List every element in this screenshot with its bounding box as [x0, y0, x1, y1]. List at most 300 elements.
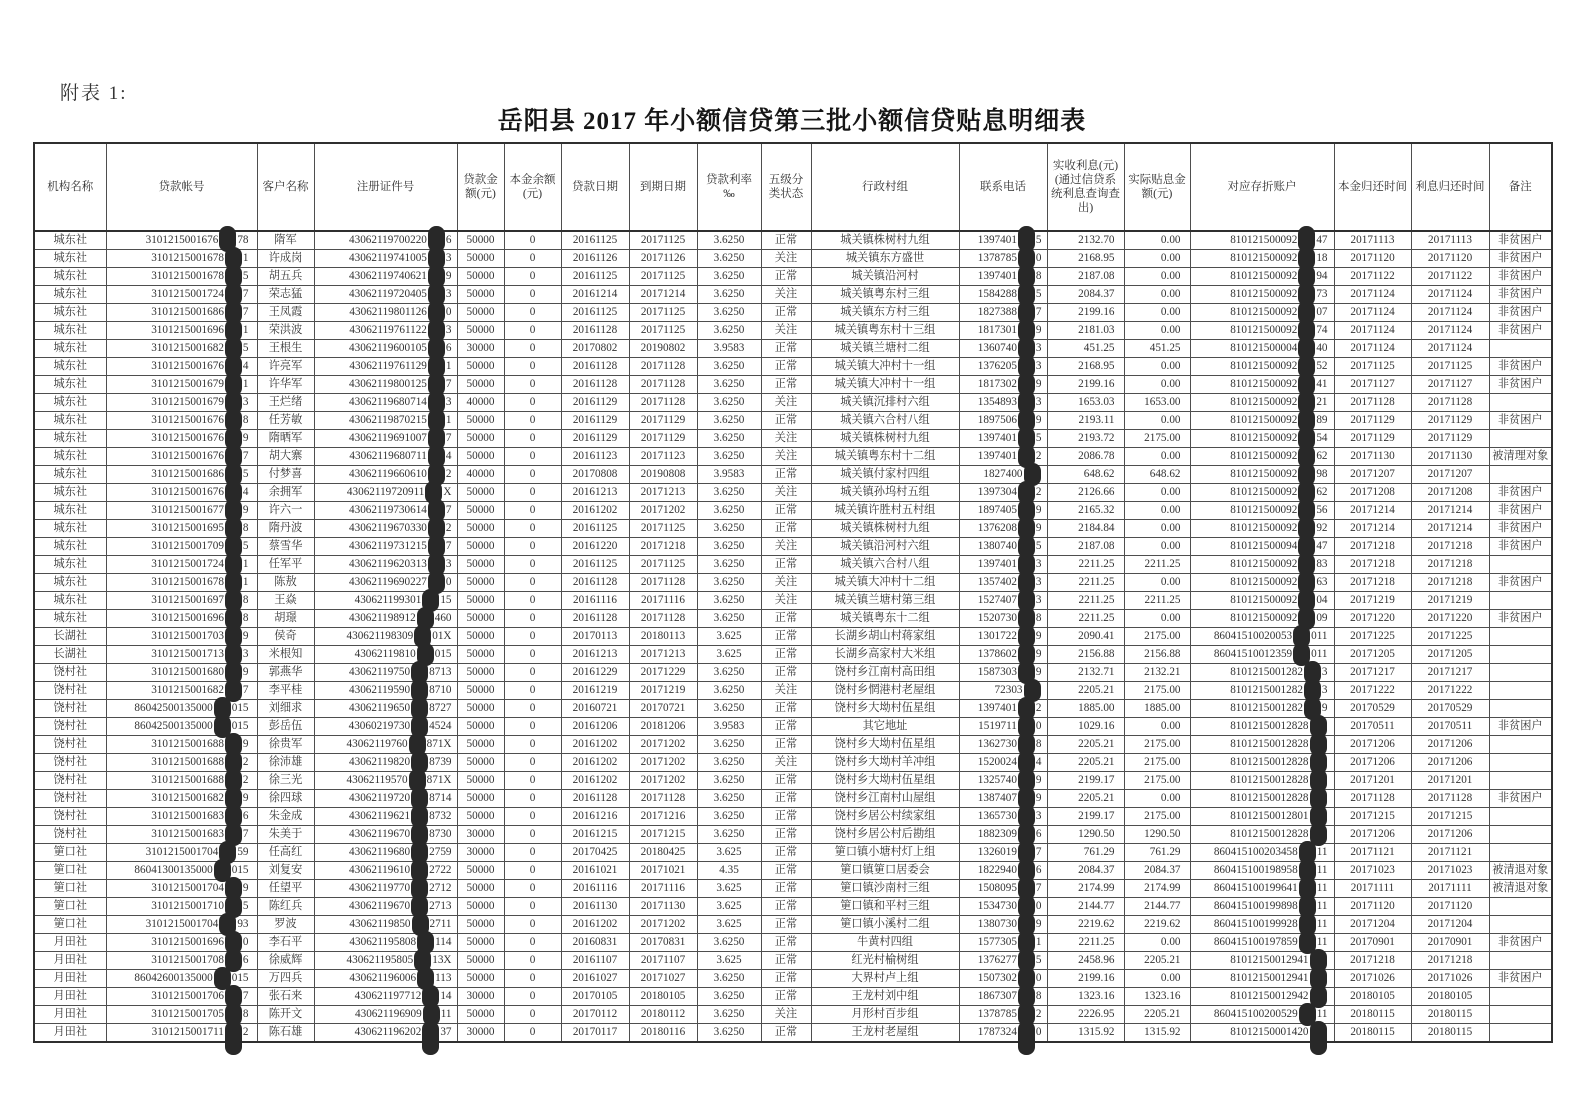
- cell-subsidy-amount: 0.00: [1124, 268, 1190, 286]
- cell-classification: 正常: [761, 520, 811, 538]
- redacted-value-prefix: 43062119730614: [349, 504, 427, 516]
- redacted-value-prefix: 43062119761129: [349, 360, 427, 372]
- redacted-value-suffix: 14: [440, 990, 452, 1002]
- cell-subsidy-amount: 0.00: [1124, 322, 1190, 340]
- cell-interest-repay-date: 20170511: [1411, 718, 1489, 736]
- cell-due-date: 20171202: [629, 502, 697, 520]
- redacted-value-prefix: 1867307: [977, 990, 1017, 1002]
- redacted-value-suffix: 8: [1035, 990, 1042, 1002]
- cell-remark: 非贫困户: [1489, 376, 1552, 394]
- cell-due-date: 20180112: [629, 1006, 697, 1024]
- cell-classification: 正常: [761, 952, 811, 970]
- cell-org: 筻口社: [34, 862, 106, 880]
- cell-phone: [959, 250, 1047, 268]
- cell-org: 饶村社: [34, 808, 106, 826]
- redacted-value-suffix: 78: [237, 234, 249, 246]
- cell-interest-repay-date: 20171122: [1411, 268, 1489, 286]
- redacted-value-suffix: 4524: [429, 720, 452, 732]
- cell-interest-repay-date: 20171206: [1411, 826, 1489, 844]
- cell-principal-repay-date: 20171214: [1334, 520, 1411, 538]
- cell-subsidy-amount: 761.29: [1124, 844, 1190, 862]
- cell-interest-received: 2199.16: [1047, 376, 1124, 394]
- cell-principal-balance: 0: [504, 700, 561, 718]
- redacted-value-suffix: 40: [1316, 342, 1328, 354]
- redacted-value-suffix: 0: [1035, 900, 1042, 912]
- cell-principal-balance: 0: [504, 520, 561, 538]
- cell-principal-balance: 0: [504, 231, 561, 250]
- cell-subsidy-amount: 2211.25: [1124, 592, 1190, 610]
- redacted-value-prefix: 1507302: [977, 972, 1017, 984]
- cell-principal-repay-date: 20171120: [1334, 898, 1411, 916]
- cell-passbook-account: [1190, 484, 1334, 502]
- cell-loan-amount: 50000: [457, 358, 504, 376]
- redacted-value-prefix: 43062119680714: [349, 396, 427, 408]
- redacted-value-prefix: 430621196006: [349, 972, 417, 984]
- header-row: [34, 143, 1552, 231]
- redacted-value-prefix: 810121500092: [1230, 252, 1298, 264]
- cell-customer-name: 徐三光: [257, 772, 314, 790]
- cell-remark: 非贫困户: [1489, 304, 1552, 322]
- cell-loan-amount: 50000: [457, 268, 504, 286]
- cell-customer-name: 徐四球: [257, 790, 314, 808]
- redacted-value-suffix: 5: [1035, 954, 1042, 966]
- cell-rate: 3.6250: [697, 970, 761, 988]
- cell-rate: 3.6250: [697, 556, 761, 574]
- cell-due-date: 20180105: [629, 988, 697, 1006]
- redacted-value-suffix: 9: [445, 270, 452, 282]
- redacted-value-suffix: 0: [445, 306, 452, 318]
- redacted-value-prefix: 1520730: [977, 612, 1017, 624]
- cell-phone: [959, 538, 1047, 556]
- cell-rate: 3.6250: [697, 736, 761, 754]
- table-row: [34, 808, 1552, 826]
- cell-classification: 正常: [761, 358, 811, 376]
- cell-principal-balance: 0: [504, 664, 561, 682]
- cell-customer-name: 罗波: [257, 916, 314, 934]
- cell-principal-balance: 0: [504, 754, 561, 772]
- cell-principal-repay-date: 20171208: [1334, 484, 1411, 502]
- cell-principal-balance: 0: [504, 916, 561, 934]
- cell-customer-name: 张石来: [257, 988, 314, 1006]
- cell-phone: [959, 358, 1047, 376]
- col-header-customer-name: 客户名称: [257, 143, 314, 231]
- cell-subsidy-amount: 0.00: [1124, 231, 1190, 250]
- cell-principal-repay-date: 20171214: [1334, 502, 1411, 520]
- cell-rate: 3.6250: [697, 1024, 761, 1043]
- cell-due-date: 20171219: [629, 682, 697, 700]
- redacted-value-prefix: 43062119660610: [349, 468, 427, 480]
- table-row: [34, 304, 1552, 322]
- cell-id-number: [314, 736, 457, 754]
- cell-customer-name: 许华军: [257, 376, 314, 394]
- redaction-mark: [225, 1021, 242, 1055]
- cell-interest-repay-date: 20171218: [1411, 574, 1489, 592]
- redacted-value-prefix: 43062119761122: [349, 324, 427, 336]
- table-row: [34, 322, 1552, 340]
- cell-classification: 正常: [761, 231, 811, 250]
- cell-loan-date: 20161206: [561, 718, 629, 736]
- redacted-value-suffix: 6: [1035, 864, 1042, 876]
- table-row: [34, 430, 1552, 448]
- cell-interest-repay-date: 20171215: [1411, 808, 1489, 826]
- cell-remark: 非贫困户: [1489, 790, 1552, 808]
- cell-phone: [959, 682, 1047, 700]
- cell-principal-repay-date: 20171128: [1334, 790, 1411, 808]
- cell-phone: [959, 376, 1047, 394]
- redacted-value-suffix: 1: [242, 576, 249, 588]
- cell-customer-name: 米根知: [257, 646, 314, 664]
- redacted-value-prefix: 81012150012941: [1230, 954, 1309, 966]
- cell-org: 月田社: [34, 988, 106, 1006]
- redacted-value-suffix: 07: [1316, 306, 1328, 318]
- cell-village: 城关镇大冲村十一组: [811, 358, 959, 376]
- cell-interest-repay-date: 20171218: [1411, 538, 1489, 556]
- redacted-value-prefix: 810121500094: [1230, 540, 1298, 552]
- cell-due-date: 20171202: [629, 754, 697, 772]
- redacted-value-prefix: 43062119720: [349, 792, 411, 804]
- cell-org: 城东社: [34, 430, 106, 448]
- cell-principal-balance: 0: [504, 952, 561, 970]
- redacted-value-prefix: 1397401: [977, 450, 1017, 462]
- cell-due-date: 20171213: [629, 484, 697, 502]
- cell-rate: 3.6250: [697, 772, 761, 790]
- table-row: [34, 592, 1552, 610]
- cell-passbook-account: [1190, 231, 1334, 250]
- cell-principal-repay-date: 20171125: [1334, 358, 1411, 376]
- redacted-value-prefix: 86042500135000: [134, 702, 213, 714]
- cell-interest-received: 2184.84: [1047, 520, 1124, 538]
- cell-remark: 非贫困户: [1489, 412, 1552, 430]
- cell-remark: [1489, 394, 1552, 412]
- cell-principal-balance: 0: [504, 646, 561, 664]
- cell-loan-date: 20161125: [561, 304, 629, 322]
- table-row: [34, 286, 1552, 304]
- redacted-value-prefix: 8101215001282: [1230, 666, 1303, 678]
- cell-loan-amount: 50000: [457, 538, 504, 556]
- redacted-value-prefix: 3101215001688: [151, 738, 224, 750]
- table-row: [34, 466, 1552, 484]
- redacted-value-prefix: 81012150012942: [1230, 990, 1309, 1002]
- cell-subsidy-amount: 2174.99: [1124, 880, 1190, 898]
- redacted-value-prefix: 81012150012828: [1230, 792, 1309, 804]
- cell-customer-name: 胡大寨: [257, 448, 314, 466]
- cell-loan-date: 20161021: [561, 862, 629, 880]
- cell-due-date: 20171130: [629, 898, 697, 916]
- cell-passbook-account: [1190, 448, 1334, 466]
- cell-interest-repay-date: 20171125: [1411, 358, 1489, 376]
- redacted-value-prefix: 3101215001696: [151, 936, 224, 948]
- cell-phone: [959, 502, 1047, 520]
- redacted-value-suffix: 3: [1035, 810, 1042, 822]
- redacted-value-prefix: 810121500092: [1230, 414, 1298, 426]
- cell-passbook-account: [1190, 844, 1334, 862]
- cell-org: 城东社: [34, 340, 106, 358]
- cell-loan-date: 20161202: [561, 754, 629, 772]
- redacted-value-prefix: 43062119760: [346, 738, 408, 750]
- cell-village: 城关镇兰塘村二组: [811, 340, 959, 358]
- cell-org: 长湖社: [34, 646, 106, 664]
- cell-principal-balance: 0: [504, 628, 561, 646]
- col-header-loan-account: 贷款帐号: [106, 143, 257, 231]
- redacted-value-suffix: 3: [1035, 594, 1042, 606]
- cell-village: 王龙村老屋组: [811, 1024, 959, 1043]
- redacted-value-suffix: 8: [242, 612, 249, 624]
- cell-customer-name: 刘细求: [257, 700, 314, 718]
- cell-phone: [959, 1024, 1047, 1043]
- redacted-value-prefix: 1397401: [977, 702, 1017, 714]
- cell-loan-amount: 50000: [457, 934, 504, 952]
- redacted-value-prefix: 43062119770: [349, 882, 411, 894]
- redacted-value-suffix: 9: [1035, 648, 1042, 660]
- redacted-value-prefix: 3101215001713: [151, 648, 224, 660]
- redacted-value-prefix: 81012150012941: [1230, 972, 1309, 984]
- cell-principal-balance: 0: [504, 304, 561, 322]
- cell-village: 饶村乡大坳村伍星组: [811, 736, 959, 754]
- cell-rate: 3.6250: [697, 664, 761, 682]
- cell-remark: 非贫困户: [1489, 484, 1552, 502]
- cell-loan-date: 20161214: [561, 286, 629, 304]
- cell-interest-repay-date: 20171120: [1411, 250, 1489, 268]
- cell-org: 饶村社: [34, 772, 106, 790]
- cell-principal-repay-date: 20171205: [1334, 646, 1411, 664]
- redacted-value-suffix: 3: [445, 558, 452, 570]
- table-row: [34, 520, 1552, 538]
- redacted-value-suffix: 3: [1035, 360, 1042, 372]
- cell-org: 月田社: [34, 970, 106, 988]
- cell-subsidy-amount: 0.00: [1124, 412, 1190, 430]
- cell-phone: [959, 412, 1047, 430]
- redacted-value-suffix: 5: [1035, 540, 1042, 552]
- cell-interest-received: 2165.32: [1047, 502, 1124, 520]
- cell-due-date: 20171125: [629, 268, 697, 286]
- redacted-value-prefix: 3101215001680: [151, 666, 224, 678]
- cell-subsidy-amount: 2156.88: [1124, 646, 1190, 664]
- cell-due-date: 20171128: [629, 790, 697, 808]
- redacted-value-prefix: 810121500092: [1230, 270, 1298, 282]
- redacted-value-prefix: 43062119680711: [349, 450, 427, 462]
- col-header-phone: 联系电话: [959, 143, 1047, 231]
- redacted-value-prefix: 43062119870215: [349, 414, 427, 426]
- redacted-value-prefix: 430621198309: [346, 630, 414, 642]
- cell-rate: 3.6250: [697, 231, 761, 250]
- redacted-value-suffix: 59: [237, 846, 249, 858]
- redacted-value-suffix: 4: [242, 360, 249, 372]
- redacted-value-suffix: 5: [242, 270, 249, 282]
- cell-principal-repay-date: 20171218: [1334, 574, 1411, 592]
- cell-org: 月田社: [34, 952, 106, 970]
- col-header-principal-repay-date: 本金归还时间: [1334, 143, 1411, 231]
- cell-id-number: [314, 826, 457, 844]
- cell-loan-amount: 50000: [457, 286, 504, 304]
- cell-interest-received: 2168.95: [1047, 358, 1124, 376]
- cell-due-date: 20170831: [629, 934, 697, 952]
- redacted-value-suffix: 7: [242, 684, 249, 696]
- cell-phone: [959, 231, 1047, 250]
- table-row: [34, 682, 1552, 700]
- redacted-value-suffix: 98: [1316, 468, 1328, 480]
- cell-subsidy-amount: 0.00: [1124, 718, 1190, 736]
- cell-subsidy-amount: 2219.62: [1124, 916, 1190, 934]
- table-row: [34, 988, 1552, 1006]
- cell-interest-repay-date: 20171120: [1411, 898, 1489, 916]
- cell-passbook-account: [1190, 916, 1334, 934]
- redacted-value-suffix: 6: [242, 954, 249, 966]
- cell-village: 牛黄村四组: [811, 934, 959, 952]
- cell-loan-amount: 50000: [457, 700, 504, 718]
- cell-id-number: [314, 916, 457, 934]
- redacted-value-suffix: 9: [1035, 918, 1042, 930]
- redaction-mark: [1018, 1021, 1035, 1055]
- cell-interest-received: 2205.21: [1047, 790, 1124, 808]
- redacted-value-prefix: 3101215001708: [151, 954, 224, 966]
- redacted-value-prefix: 43060219730: [348, 720, 411, 732]
- table-row: [34, 934, 1552, 952]
- cell-phone: [959, 520, 1047, 538]
- redacted-value-suffix: 5: [242, 900, 249, 912]
- redacted-value-suffix: 3: [1035, 396, 1042, 408]
- redacted-value-prefix: 1822940: [977, 864, 1017, 876]
- cell-interest-repay-date: 20171222: [1411, 682, 1489, 700]
- cell-customer-name: 郭燕华: [257, 664, 314, 682]
- loan-detail-table: [33, 142, 1553, 1043]
- cell-principal-repay-date: 20171218: [1334, 952, 1411, 970]
- cell-subsidy-amount: 2175.00: [1124, 808, 1190, 826]
- cell-subsidy-amount: 0.00: [1124, 484, 1190, 502]
- cell-loan-amount: 50000: [457, 574, 504, 592]
- cell-interest-repay-date: 20171217: [1411, 664, 1489, 682]
- cell-remark: [1489, 826, 1552, 844]
- cell-interest-received: 2090.41: [1047, 628, 1124, 646]
- cell-phone: [959, 916, 1047, 934]
- cell-due-date: 20171116: [629, 592, 697, 610]
- redacted-value-prefix: 1376205: [977, 360, 1017, 372]
- redacted-value-prefix: 1326019: [977, 846, 1017, 858]
- cell-principal-balance: 0: [504, 484, 561, 502]
- cell-loan-amount: 50000: [457, 556, 504, 574]
- cell-interest-received: 2199.16: [1047, 304, 1124, 322]
- cell-org: 饶村社: [34, 700, 106, 718]
- cell-village: 饶村乡居公村续家组: [811, 808, 959, 826]
- cell-customer-name: 王焱: [257, 592, 314, 610]
- cell-village: 饶村乡大坳村羊冲组: [811, 754, 959, 772]
- col-header-classification: 五级分类状态: [761, 143, 811, 231]
- cell-principal-balance: 0: [504, 718, 561, 736]
- col-header-interest-received: 实收利息(元)(通过信贷系统利息查询查出): [1047, 143, 1124, 231]
- redacted-value-suffix: 8: [242, 594, 249, 606]
- table-row: [34, 538, 1552, 556]
- cell-id-number: [314, 772, 457, 790]
- cell-interest-received: 2132.70: [1047, 231, 1124, 250]
- col-header-interest-repay-date: 利息归还时间: [1411, 143, 1489, 231]
- cell-village: 筻口镇和平村三组: [811, 898, 959, 916]
- cell-principal-repay-date: 20171120: [1334, 250, 1411, 268]
- cell-principal-repay-date: 20180115: [1334, 1024, 1411, 1043]
- cell-interest-repay-date: 20180115: [1411, 1006, 1489, 1024]
- cell-village: 城关镇粤东村三组: [811, 286, 959, 304]
- redacted-value-prefix: 810121500092: [1230, 504, 1298, 516]
- col-header-loan-amount: 贷款金额(元): [457, 143, 504, 231]
- cell-remark: [1489, 952, 1552, 970]
- cell-interest-repay-date: 20171128: [1411, 394, 1489, 412]
- cell-due-date: 20171128: [629, 610, 697, 628]
- cell-principal-balance: 0: [504, 394, 561, 412]
- cell-principal-repay-date: 20171121: [1334, 844, 1411, 862]
- redacted-value-prefix: 1360740: [977, 342, 1017, 354]
- cell-customer-name: 任望平: [257, 880, 314, 898]
- cell-customer-name: 王凤霞: [257, 304, 314, 322]
- cell-passbook-account: [1190, 934, 1334, 952]
- redacted-value-suffix: 7: [242, 990, 249, 1002]
- cell-village: 城关镇大冲村十二组: [811, 574, 959, 592]
- cell-interest-received: 2211.25: [1047, 556, 1124, 574]
- redacted-value-prefix: 3101215001724: [151, 558, 224, 570]
- cell-classification: 正常: [761, 736, 811, 754]
- cell-phone: [959, 790, 1047, 808]
- redacted-value-suffix: 11: [1316, 900, 1328, 912]
- cell-customer-name: 万四兵: [257, 970, 314, 988]
- table-row: [34, 1006, 1552, 1024]
- redacted-value-prefix: 3101215001704: [151, 882, 224, 894]
- redacted-value-suffix: 7: [445, 504, 452, 516]
- redacted-value-suffix: 2: [1035, 702, 1042, 714]
- redacted-value-prefix: 810121500092: [1230, 450, 1298, 462]
- redacted-value-prefix: 1397401: [977, 270, 1017, 282]
- cell-principal-balance: 0: [504, 790, 561, 808]
- cell-principal-balance: 0: [504, 826, 561, 844]
- cell-interest-repay-date: 20171208: [1411, 484, 1489, 502]
- cell-loan-date: 20161027: [561, 970, 629, 988]
- redacted-value-suffix: 5: [242, 468, 249, 480]
- cell-interest-received: 2211.25: [1047, 934, 1124, 952]
- redacted-value-prefix: 3101215001677: [151, 504, 224, 516]
- cell-loan-date: 20170112: [561, 1006, 629, 1024]
- cell-phone: [959, 862, 1047, 880]
- cell-rate: 3.625: [697, 628, 761, 646]
- cell-subsidy-amount: 0.00: [1124, 610, 1190, 628]
- redacted-value-prefix: 3101215001686: [151, 468, 224, 480]
- redacted-value-prefix: 43062119700220: [349, 234, 427, 246]
- cell-loan-date: 20170808: [561, 466, 629, 484]
- cell-org: 城东社: [34, 322, 106, 340]
- cell-id-number: [314, 934, 457, 952]
- redacted-value-suffix: 9: [242, 504, 249, 516]
- redacted-value-prefix: 860415100203458: [1213, 846, 1298, 858]
- redacted-value-suffix: 8: [1035, 270, 1042, 282]
- cell-subsidy-amount: 1653.00: [1124, 394, 1190, 412]
- redacted-value-suffix: 9: [1035, 774, 1042, 786]
- redacted-value-suffix: 62: [1316, 486, 1328, 498]
- cell-passbook-account: [1190, 628, 1334, 646]
- cell-village: 城关镇东方盛世: [811, 250, 959, 268]
- cell-passbook-account: [1190, 520, 1334, 538]
- cell-remark: 非贫困户: [1489, 358, 1552, 376]
- cell-interest-received: 2086.78: [1047, 448, 1124, 466]
- redacted-value-suffix: 01X: [432, 630, 452, 642]
- cell-subsidy-amount: 2211.25: [1124, 556, 1190, 574]
- redacted-value-suffix: 0: [445, 576, 452, 588]
- cell-subsidy-amount: 451.25: [1124, 340, 1190, 358]
- redacted-value-suffix: 1: [1035, 936, 1042, 948]
- cell-org: 饶村社: [34, 718, 106, 736]
- table-row: [34, 1024, 1552, 1043]
- cell-passbook-account: [1190, 538, 1334, 556]
- cell-remark: 被清退对象: [1489, 880, 1552, 898]
- cell-customer-name: 陈红兵: [257, 898, 314, 916]
- cell-subsidy-amount: 0.00: [1124, 304, 1190, 322]
- cell-rate: 3.6250: [697, 502, 761, 520]
- cell-principal-balance: 0: [504, 808, 561, 826]
- redacted-value-suffix: 63: [1316, 576, 1328, 588]
